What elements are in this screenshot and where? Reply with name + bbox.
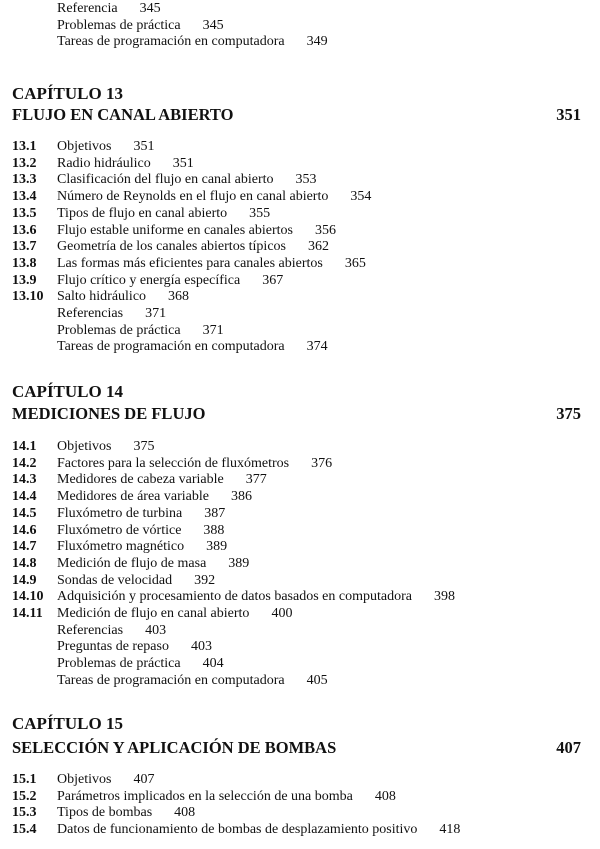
toc-entry[interactable]: [0, 505, 600, 522]
section-number: 14.2: [12, 455, 37, 471]
toc-entry[interactable]: [0, 17, 600, 34]
toc-entry[interactable]: [0, 305, 600, 322]
entry-title: [57, 171, 317, 188]
entry-page-number: 404: [202, 656, 224, 672]
entry-title-text: Referencias: [57, 306, 124, 321]
section-number: 15.3: [12, 805, 37, 821]
entry-page-number: 345: [139, 1, 161, 16]
entry-page-number: 407: [133, 772, 155, 787]
entry-title: [57, 255, 366, 272]
entry-page-number: 398: [433, 589, 455, 605]
entry-title-text: Sondas de velocidad: [57, 572, 173, 588]
chapter-title: SELECCIÓN Y APLICACIÓN DE BOMBAS: [12, 738, 337, 757]
entry-page-number: 345: [202, 17, 224, 33]
entry-page-number: 376: [311, 455, 333, 471]
entry-page-number: 349: [306, 34, 328, 50]
toc-entry[interactable]: [0, 588, 600, 605]
toc-entry[interactable]: [0, 255, 600, 272]
toc-entry[interactable]: [0, 322, 600, 339]
entry-title-text: Salto hidráulico: [57, 289, 147, 305]
entry-title-text: Tareas de programación en computadora: [57, 672, 285, 688]
section-number: 14.7: [12, 539, 37, 555]
toc-entry[interactable]: [0, 33, 600, 50]
entry-title-text: Tareas de programación en computadora: [57, 34, 285, 50]
entry-title-text: Tipos de flujo en canal abierto: [57, 205, 228, 221]
entry-title: [57, 505, 225, 522]
entry-title-text: Factores para la selección de fluxómetros: [57, 455, 290, 471]
toc-entry[interactable]: [0, 572, 600, 589]
toc-entry[interactable]: [0, 288, 600, 305]
entry-title-text: Geometría de los canales abiertos típicos: [57, 239, 286, 255]
entry-title: [57, 605, 292, 622]
toc-entry[interactable]: [0, 622, 600, 639]
entry-title: [57, 488, 252, 505]
entry-page-number: 405: [306, 672, 328, 688]
toc-entry[interactable]: [0, 272, 600, 289]
section-number: 15.1: [12, 772, 37, 787]
entry-title-text: Tareas de programación en computadora: [57, 339, 285, 355]
toc-entry[interactable]: [0, 155, 600, 172]
entry-title-text: Objetivos: [57, 439, 112, 454]
entry-title-text: Parámetros implicados en la selección de una bomba: [57, 788, 353, 804]
entry-page-number: 403: [190, 639, 212, 655]
entry-page-number: 351: [172, 155, 194, 171]
entry-title-text: Problemas de práctica: [57, 17, 181, 33]
entry-page-number: 377: [245, 472, 267, 488]
entry-title: [57, 638, 212, 655]
section-number: 14.4: [12, 489, 37, 505]
entry-page-number: 389: [206, 539, 228, 555]
entry-title: [57, 238, 329, 255]
entry-title-text: Flujo crítico y energía específica: [57, 272, 241, 288]
entry-page-number: 388: [203, 522, 225, 538]
entry-page-number: 386: [230, 489, 252, 505]
section-number: 14.5: [12, 505, 37, 521]
toc-entry[interactable]: [0, 438, 600, 455]
entry-title-text: Datos de funcionamiento de bombas de desplazamiento positivo: [57, 822, 418, 838]
entry-page-number: 400: [271, 606, 293, 621]
toc-entry[interactable]: [0, 222, 600, 239]
section-number: 14.11: [12, 606, 43, 621]
entry-title: [57, 572, 215, 589]
entry-title-text: Fluxómetro magnético: [57, 539, 185, 555]
entry-title-text: Fluxómetro de vórtice: [57, 522, 182, 538]
entry-title: [57, 272, 283, 289]
section-number: 15.4: [12, 822, 37, 838]
toc-entry[interactable]: [0, 0, 600, 17]
entry-title: [57, 538, 227, 555]
section-number: 14.3: [12, 472, 37, 488]
chapter-title: FLUJO EN CANAL ABIERTO: [12, 105, 234, 124]
entry-title: [57, 322, 224, 339]
entry-title: [57, 33, 328, 50]
chapter-label: CAPÍTULO 13: [12, 84, 123, 103]
entry-page-number: 371: [202, 322, 224, 338]
entry-page-number: 374: [306, 339, 328, 355]
toc-entry[interactable]: [0, 205, 600, 222]
entry-page-number: 389: [228, 555, 250, 571]
section-number: 14.10: [12, 589, 44, 605]
entry-title: [57, 821, 460, 838]
entry-title: [57, 471, 267, 488]
entry-page-number: 408: [374, 788, 396, 804]
entry-page-number: 353: [295, 172, 317, 188]
toc-entry[interactable]: [0, 555, 600, 572]
section-number: 14.8: [12, 555, 37, 571]
section-number: 13.4: [12, 189, 37, 205]
entry-page-number: 375: [133, 439, 155, 454]
toc-entry[interactable]: [0, 804, 600, 821]
entry-title: [57, 455, 332, 472]
section-number: 13.10: [12, 289, 44, 305]
entry-title-text: Número de Reynolds en el flujo en canal abierto: [57, 189, 329, 205]
entry-title-text: Problemas de práctica: [57, 322, 181, 338]
entry-page-number: 403: [145, 622, 167, 638]
entry-page-number: 392: [194, 572, 216, 588]
entry-page-number: 368: [168, 289, 190, 305]
toc-entry[interactable]: [0, 771, 600, 788]
entry-title: [57, 588, 455, 605]
entry-title: [57, 788, 396, 805]
entry-page-number: 418: [439, 822, 461, 838]
entry-title-text: Las formas más eficientes para canales abiertos: [57, 255, 323, 271]
entry-title: [57, 555, 249, 572]
entry-title: [57, 155, 194, 172]
toc-entry[interactable]: [0, 788, 600, 805]
section-number: 13.7: [12, 239, 37, 255]
entry-title: [57, 188, 371, 205]
toc-entry[interactable]: [0, 488, 600, 505]
toc-entry[interactable]: [0, 638, 600, 655]
entry-title: [57, 138, 154, 155]
entry-page-number: 354: [350, 189, 372, 205]
chapter-page-number: 407: [556, 738, 581, 757]
section-number: 15.2: [12, 788, 37, 804]
entry-page-number: 351: [133, 139, 155, 154]
toc-entry[interactable]: [0, 138, 600, 155]
section-number: 13.3: [12, 172, 37, 188]
entry-title-text: Adquisición y procesamiento de datos basados en computadora: [57, 589, 412, 605]
entry-title: [57, 0, 161, 17]
entry-title-text: Objetivos: [57, 139, 112, 154]
entry-title: [57, 222, 336, 239]
entry-title-text: Flujo estable uniforme en canales abiertos: [57, 222, 293, 238]
entry-title: [57, 438, 154, 455]
entry-title-text: Medición de flujo en canal abierto: [57, 606, 250, 621]
entry-title: [57, 672, 328, 689]
entry-title-text: Radio hidráulico: [57, 155, 151, 171]
entry-title: [57, 622, 166, 639]
section-number: 14.9: [12, 572, 37, 588]
entry-title-text: Objetivos: [57, 772, 112, 787]
entry-title: [57, 288, 189, 305]
section-number: 13.1: [12, 139, 37, 154]
entry-title: [57, 305, 166, 322]
section-number: 14.6: [12, 522, 37, 538]
toc-entry[interactable]: [0, 605, 600, 622]
entry-title-text: Fluxómetro de turbina: [57, 505, 183, 521]
entry-page-number: 356: [314, 222, 336, 238]
toc-entry[interactable]: [0, 238, 600, 255]
chapter-label: CAPÍTULO 15: [12, 714, 123, 733]
section-number: 13.8: [12, 255, 37, 271]
entry-title: [57, 522, 224, 539]
entry-title: [57, 655, 224, 672]
chapter-title: MEDICIONES DE FLUJO: [12, 404, 206, 423]
entry-page-number: 355: [249, 205, 271, 221]
toc-entry[interactable]: [0, 188, 600, 205]
chapter-page-number: 351: [556, 105, 581, 124]
chapter-page-number: 375: [556, 404, 581, 423]
entry-title: [57, 205, 270, 222]
entry-title: [57, 804, 195, 821]
entry-title-text: Medición de flujo de masa: [57, 555, 207, 571]
entry-title: [57, 17, 224, 34]
entry-title-text: Medidores de área variable: [57, 489, 209, 505]
entry-page-number: 371: [145, 306, 167, 321]
toc-entry[interactable]: [0, 672, 600, 689]
entry-page-number: 367: [262, 272, 284, 288]
toc-entry[interactable]: [0, 455, 600, 472]
entry-title-text: Referencia: [57, 1, 118, 16]
toc-entry[interactable]: [0, 655, 600, 672]
section-number: 13.2: [12, 155, 37, 171]
entry-title-text: Problemas de práctica: [57, 656, 181, 672]
section-number: 13.6: [12, 222, 37, 238]
toc-entry[interactable]: [0, 338, 600, 355]
chapter-label: CAPÍTULO 14: [12, 382, 123, 401]
entry-title-text: Preguntas de repaso: [57, 639, 169, 655]
entry-title: [57, 338, 328, 355]
toc-entry[interactable]: [0, 538, 600, 555]
entry-title-text: Medidores de cabeza variable: [57, 472, 224, 488]
section-number: 13.9: [12, 272, 37, 288]
section-number: 13.5: [12, 205, 37, 221]
entry-title-text: Tipos de bombas: [57, 805, 153, 821]
toc-entry[interactable]: [0, 171, 600, 188]
toc-entry[interactable]: [0, 821, 600, 838]
entry-title-text: Clasificación del flujo en canal abierto: [57, 172, 274, 188]
entry-page-number: 365: [344, 255, 366, 271]
entry-page-number: 362: [307, 239, 329, 255]
entry-page-number: 408: [174, 805, 196, 821]
section-number: 14.1: [12, 439, 37, 454]
toc-entry[interactable]: [0, 471, 600, 488]
entry-title: [57, 771, 154, 788]
toc-entry[interactable]: [0, 522, 600, 539]
entry-page-number: 387: [204, 505, 226, 521]
entry-title-text: Referencias: [57, 622, 124, 638]
